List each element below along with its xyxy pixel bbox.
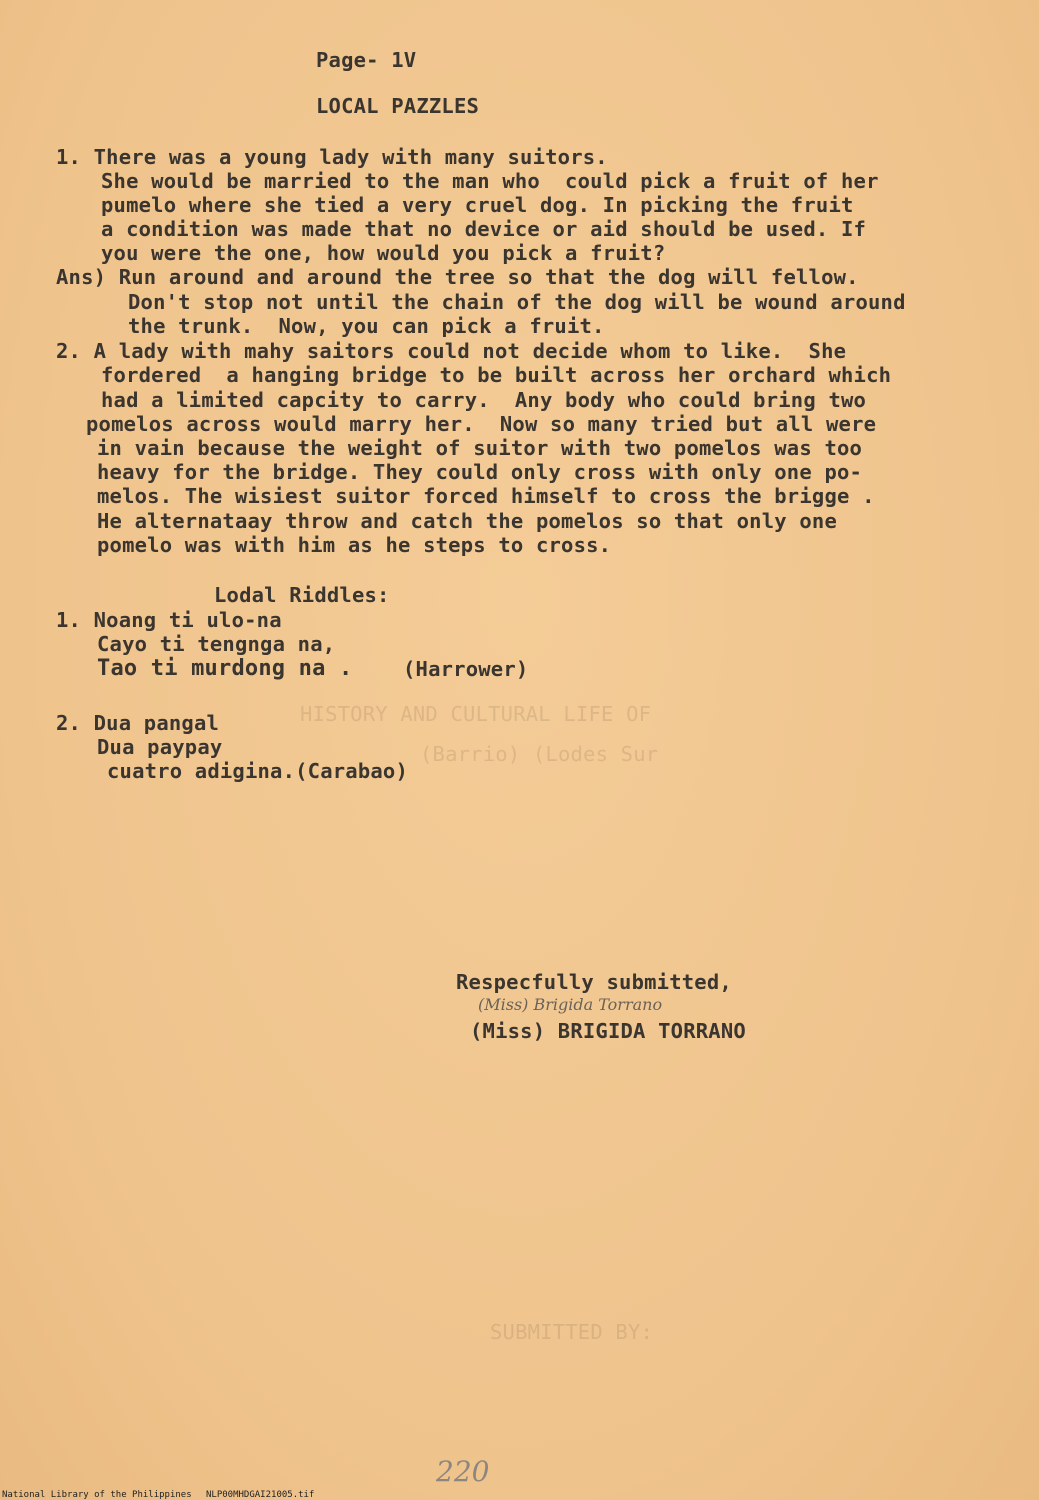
puzzle-2-line: heavy for the bridge. They could only cross with only one po- [97, 460, 863, 484]
puzzle-2-line: had a limited capcity to carry. Any body who could bring two [101, 388, 867, 412]
riddles-heading: Lodal Riddles: [214, 583, 390, 607]
puzzle-1-line: She would be married to the man who could pick a fruit of her [101, 169, 879, 193]
puzzle-1-line: pumelo where she tied a very cruel dog. In picking the fruit [101, 193, 854, 217]
bleedthrough-line: HISTORY AND CULTURAL LIFE OF [300, 702, 652, 726]
puzzle-2-line: pomelo was with him as he steps to cross. [97, 533, 612, 557]
handwritten-signature: (Miss) Brigida Torrano [478, 995, 663, 1014]
riddle-2-line: cuatro adigina.(Carabao) [107, 759, 409, 783]
footer-library: National Library of the Philippines [2, 1490, 192, 1500]
riddle-1-line: Cayo ti tengnga na, [97, 632, 336, 656]
closing-submitted: Respecfully submitted, [456, 970, 732, 994]
answer-line: Don't stop not until the chain of the dog will be wound around [128, 290, 906, 314]
puzzle-2-line: fordered a hanging bridge to be built across her orchard which [101, 363, 892, 387]
page-title: LOCAL PAZZLES [316, 94, 480, 118]
puzzle-2-line: He alternataay throw and catch the pomelos so that only one [97, 509, 837, 533]
riddle-1-answer: (Harrower) [403, 657, 529, 681]
answer-line: the trunk. Now, you can pick a fruit. [128, 314, 605, 338]
bleedthrough-line: SUBMITTED BY: [490, 1320, 654, 1344]
riddle-2-line: 2. Dua pangal [56, 711, 220, 735]
bleedthrough-line: (Barrio) (Lodes Sur [420, 742, 659, 766]
page-label: Page- 1V [316, 48, 417, 72]
page-number: 220 [436, 1455, 490, 1488]
riddle-1-line: 1. Noang ti ulo-na [56, 608, 282, 632]
puzzle-1-line: 1. There was a young lady with many suitors. [56, 145, 608, 169]
footer-filename: NLP00MHDGAI21005.tif [206, 1490, 315, 1500]
puzzle-2-line: 2. A lady with mahy saitors could not decide whom to like. She [56, 339, 847, 363]
puzzle-2-line: melos. The wisiest suitor forced himself to cross the brigge . [97, 484, 875, 508]
puzzle-2-line: in vain because the weight of suitor with two pomelos was too [97, 436, 863, 460]
riddle-2-line: Dua paypay [97, 735, 223, 759]
puzzle-2-line: pomelos across would marry her. Now so many tried but all were [86, 412, 877, 436]
answer-line: Ans) Run around and around the tree so that the dog will fellow. [56, 265, 859, 289]
puzzle-1-line: you were the one, how would you pick a fruit? [101, 241, 666, 265]
riddle-1-line: Tao ti murdong na . [97, 656, 353, 681]
typed-signature: (Miss) BRIGIDA TORRANO [470, 1019, 746, 1043]
puzzle-1-line: a condition was made that no device or aid should be used. If [101, 217, 867, 241]
